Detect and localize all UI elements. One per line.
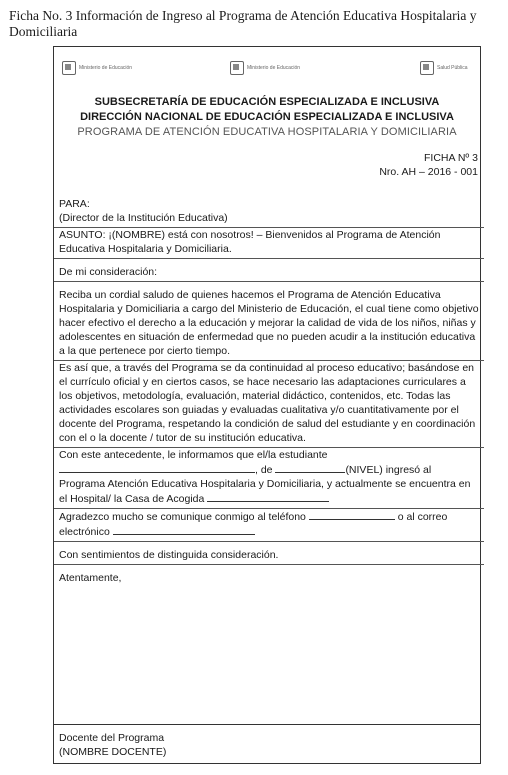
level-blank[interactable] [275, 462, 345, 473]
paragraph-contact: Agradezco mucho se comunique conmigo al teléfono o al correo electrónico [59, 511, 448, 538]
ficha-reference [379, 151, 478, 179]
ministry-emblem-icon [230, 61, 244, 75]
letter-body [59, 197, 479, 585]
heading-subsecretaria: SUBSECRETARÍA DE EDUCACIÓN ESPECIALIZADA E INCLUSIVA [94, 96, 440, 108]
logo-ministerio-center: Ministerio de Educación [230, 59, 300, 77]
recipient-director: (Director de la Institución Educativa) [59, 212, 228, 224]
recipient-label: PARA: [59, 198, 90, 210]
signature-name: (NOMBRE DOCENTE) [59, 746, 167, 758]
heading-direccion: DIRECCIÓN NACIONAL DE EDUCACIÓN ESPECIALIZADA E INCLUSIVA [80, 111, 454, 123]
subject-line: ASUNTO: ¡(NOMBRE) está con nosotros! – Bienvenidos al Programa de Atención Educativa Hospitalaria y Domiciliaria. [59, 229, 441, 255]
logo-salud: Salud Pública [420, 59, 468, 77]
heading-programa: PROGRAMA DE ATENCIÓN EDUCATIVA HOSPITALARIA Y DOMICILIARIA [77, 126, 457, 138]
signature-role: Docente del Programa [59, 732, 165, 744]
health-emblem-icon [420, 61, 434, 75]
figure-caption: Ficha No. 3 Información de Ingreso al Programa de Atención Educativa Hospitalaria y Domiciliaria [9, 8, 477, 39]
paragraph-student: Con este antecedente, le informamos que el/la estudiante , de (NIVEL) ingresó al Programa Atención Educativa Hospitalaria y Domiciliaria, y actualmente se encuentra en el Hospital/ la Casa de Acogida [59, 449, 471, 505]
paragraph-intro: Reciba un cordial saludo de quienes hacemos el Programa de Atención Educativa Hospitalaria y Domiciliaria a cargo del Ministerio de Educación, el cual tiene como objetivo hacer efectivo el derecho a la educación y mejorar la calidad de vida de los niños, niñas y adolescentes en situación de enfermedad que no pueden acudir a la institución educativa a la que pertenece por cierto tiempo. [59, 289, 479, 357]
student-name-blank[interactable] [59, 462, 255, 473]
paragraph-process: Es así que, a través del Programa se da continuidad al proceso educativo; basándose en el currículo oficial y en ciertos casos, se hace necesario las adaptaciones curriculares a los objetivos, metodología, evaluación, material didáctico, contenidos, etc. Todas las actividades escolares son guiadas y evaluadas cualitativa y/o cuantitativamente por el docente del Programa, respetando la condición de salud del estudiante y en coordinación con el o la docente / tutor de su institución educativa. [59, 362, 476, 444]
ficha-label: FICHA Nº 3 [423, 152, 478, 164]
hospital-blank[interactable] [207, 491, 329, 502]
signature-block [54, 724, 480, 763]
letter-form [53, 46, 481, 764]
closing-phrase: Con sentimientos de distinguida consideración. [59, 549, 279, 561]
document-headings [54, 95, 480, 140]
greeting: De mi consideración: [59, 266, 158, 278]
ficha-number: Nro. AH – 2016 - 001 [379, 166, 478, 178]
signoff: Atentamente, [59, 572, 122, 584]
ministry-emblem-icon [62, 61, 76, 75]
phone-blank[interactable] [309, 509, 395, 520]
logo-ministerio-left: Ministerio de Educación [62, 59, 132, 77]
email-blank[interactable] [113, 524, 255, 535]
